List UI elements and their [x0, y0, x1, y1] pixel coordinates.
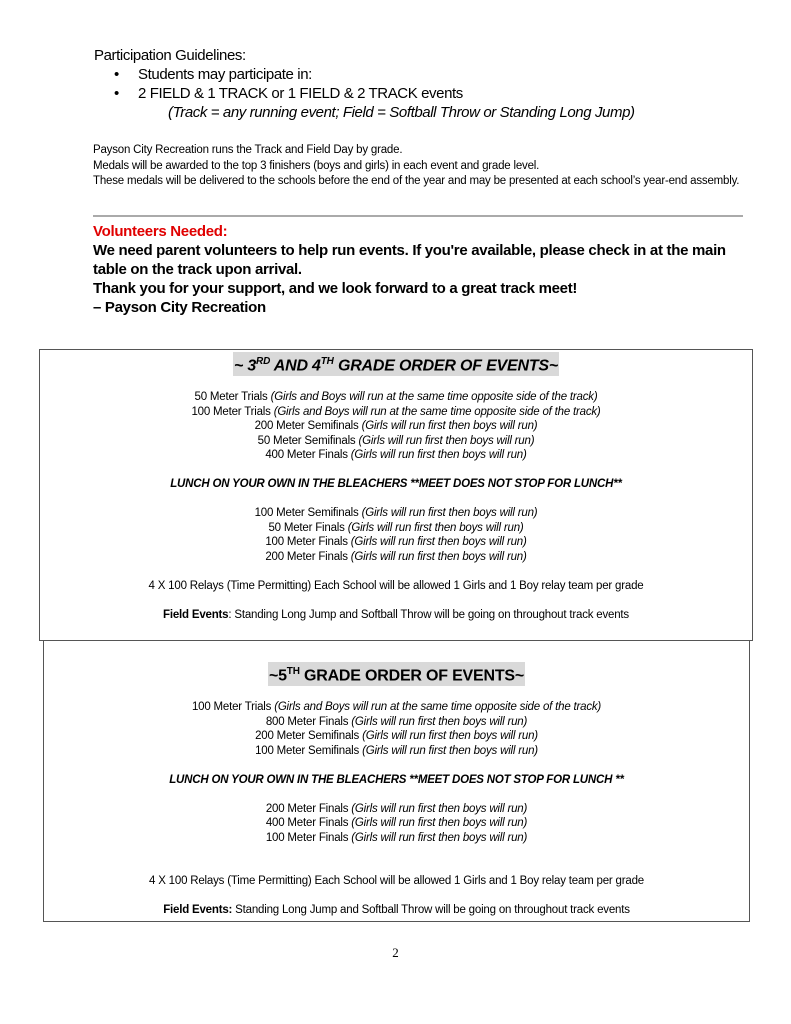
spacer	[44, 860, 749, 875]
event-line	[44, 729, 749, 744]
event-name: 100 Meter Semifinals	[255, 744, 363, 757]
grade-5-events-box	[43, 640, 750, 922]
title-part: ~ 3	[233, 357, 257, 375]
grade-3-4-events-box	[39, 349, 753, 641]
guidelines-heading: Participation Guidelines:	[94, 47, 246, 64]
event-name: 100 Meter Semifinals	[254, 507, 362, 520]
event-note: (Girls and Boys will run at the same time opposite side of the track)	[274, 701, 602, 714]
event-name: 50 Meter Finals	[268, 521, 348, 534]
volunteers-line: We need parent volunteers to help run events. If you're available, please check in at the main table on the track upon arrival.	[93, 242, 726, 278]
event-line	[44, 700, 749, 715]
title-part: RD	[256, 356, 271, 367]
event-note: (Girls will run first then boys will run)	[351, 802, 528, 815]
title-part: ~5	[268, 667, 287, 685]
event-name: 50 Meter Semifinals	[257, 434, 359, 447]
info-line: These medals will be delivered to the schools before the end of the year and may be presented at each school’s year-end assembly.	[93, 175, 740, 187]
event-note: (Girls will run first then boys will run)	[351, 817, 528, 830]
spacer	[44, 889, 749, 904]
spacer	[44, 758, 749, 773]
spacer	[40, 463, 752, 478]
event-name: 100 Meter Finals	[265, 536, 351, 549]
event-name: 200 Meter Finals	[265, 550, 351, 563]
guidelines-note: (Track = any running event; Field = Softball Throw or Standing Long Jump)	[168, 104, 635, 121]
field-events-line	[44, 903, 749, 918]
lunch-notice: LUNCH ON YOUR OWN IN THE BLEACHERS **MEET DOES NOT STOP FOR LUNCH **	[169, 773, 624, 786]
event-note: (Girls will run first then boys will run)	[362, 744, 538, 757]
lunch-notice: LUNCH ON YOUR OWN IN THE BLEACHERS **MEET DOES NOT STOP FOR LUNCH**	[170, 478, 622, 491]
info-line: Payson City Recreation runs the Track and Field Day by grade.	[93, 144, 403, 156]
relays-line: 4 X 100 Relays (Time Permitting) Each School will be allowed 1 Girls and 1 Boy relay team per grade	[149, 875, 644, 888]
spacer	[40, 492, 752, 507]
event-line	[40, 419, 752, 434]
event-name: 100 Meter Trials	[191, 405, 274, 418]
spacer	[44, 787, 749, 802]
event-note: (Girls will run first then boys will run)	[358, 434, 535, 447]
divider	[93, 215, 743, 217]
event-line	[44, 802, 749, 817]
event-name: 800 Meter Finals	[265, 715, 352, 728]
event-line	[40, 448, 752, 463]
section-title	[233, 352, 559, 376]
event-note: (Girls will run first then boys will run)	[361, 507, 538, 520]
guidelines-list	[94, 65, 635, 103]
spacer	[40, 564, 752, 579]
event-line	[40, 405, 752, 420]
volunteers-section	[93, 222, 753, 317]
field-events-text: Standing Long Jump and Softball Throw will be going on throughout track events	[232, 904, 630, 917]
list-item: • Students may participate in:	[114, 65, 635, 84]
field-events-line	[40, 608, 752, 623]
event-name: 400 Meter Finals	[265, 817, 352, 830]
title-part: GRADE ORDER OF EVENTS~	[299, 667, 525, 685]
event-name: 200 Meter Semifinals	[254, 420, 362, 433]
event-line	[40, 434, 752, 449]
event-name: 100 Meter Finals	[265, 831, 352, 844]
title-part: TH	[286, 666, 300, 677]
events-list	[44, 700, 749, 918]
section-title	[268, 662, 525, 686]
event-line	[40, 535, 752, 550]
list-item: • 2 FIELD & 1 TRACK or 1 FIELD & 2 TRACK events	[114, 84, 635, 103]
info-paragraph	[93, 143, 753, 190]
field-events-text: : Standing Long Jump and Softball Throw will be going on throughout track events	[228, 608, 629, 621]
event-note: (Girls will run first then boys will run)	[351, 715, 528, 728]
event-note: (Girls will run first then boys will run)	[361, 420, 538, 433]
event-line	[40, 521, 752, 536]
page-number: 2	[392, 945, 399, 960]
info-line: Medals will be awarded to the top 3 finishers (boys and girls) in each event and grade level.	[93, 159, 540, 172]
volunteers-line: – Payson City Recreation	[93, 299, 266, 316]
title-part: AND 4	[270, 357, 321, 375]
event-line	[44, 816, 749, 831]
events-list	[40, 390, 752, 622]
event-name: 100 Meter Trials	[191, 701, 275, 714]
title-part: TH	[320, 356, 334, 367]
event-note: (Girls and Boys will run at the same time opposite side of the track)	[273, 405, 601, 418]
event-name: 400 Meter Finals	[265, 449, 351, 462]
event-name: 200 Meter Finals	[265, 802, 352, 815]
event-line	[44, 831, 749, 846]
event-line	[44, 715, 749, 730]
event-note: (Girls will run first then boys will run)	[362, 730, 538, 743]
event-note: (Girls and Boys will run at the same time opposite side of the track)	[270, 391, 598, 404]
event-line	[44, 744, 749, 759]
event-name: 200 Meter Semifinals	[255, 730, 363, 743]
relays-line: 4 X 100 Relays (Time Permitting) Each School will be allowed 1 Girls and 1 Boy relay team per grade	[148, 579, 644, 592]
event-note: (Girls will run first then boys will run)	[350, 449, 527, 462]
event-note: (Girls will run first then boys will run)	[347, 521, 524, 534]
event-line	[40, 390, 752, 405]
field-events-label: Field Events:	[163, 904, 233, 917]
event-note: (Girls will run first then boys will run)	[351, 831, 528, 844]
event-note: (Girls will run first then boys will run)	[350, 550, 527, 563]
event-note: (Girls will run first then boys will run)	[350, 536, 527, 549]
volunteers-line: Thank you for your support, and we look forward to a great track meet!	[93, 280, 578, 297]
volunteers-heading: Volunteers Needed:	[93, 223, 228, 240]
title-part: GRADE ORDER OF EVENTS~	[333, 357, 559, 375]
field-events-label: Field Events	[163, 608, 229, 621]
event-line	[40, 550, 752, 565]
participation-guidelines	[94, 46, 635, 122]
spacer	[40, 593, 752, 608]
event-line	[40, 506, 752, 521]
event-name: 50 Meter Trials	[194, 391, 271, 404]
spacer	[44, 845, 749, 860]
